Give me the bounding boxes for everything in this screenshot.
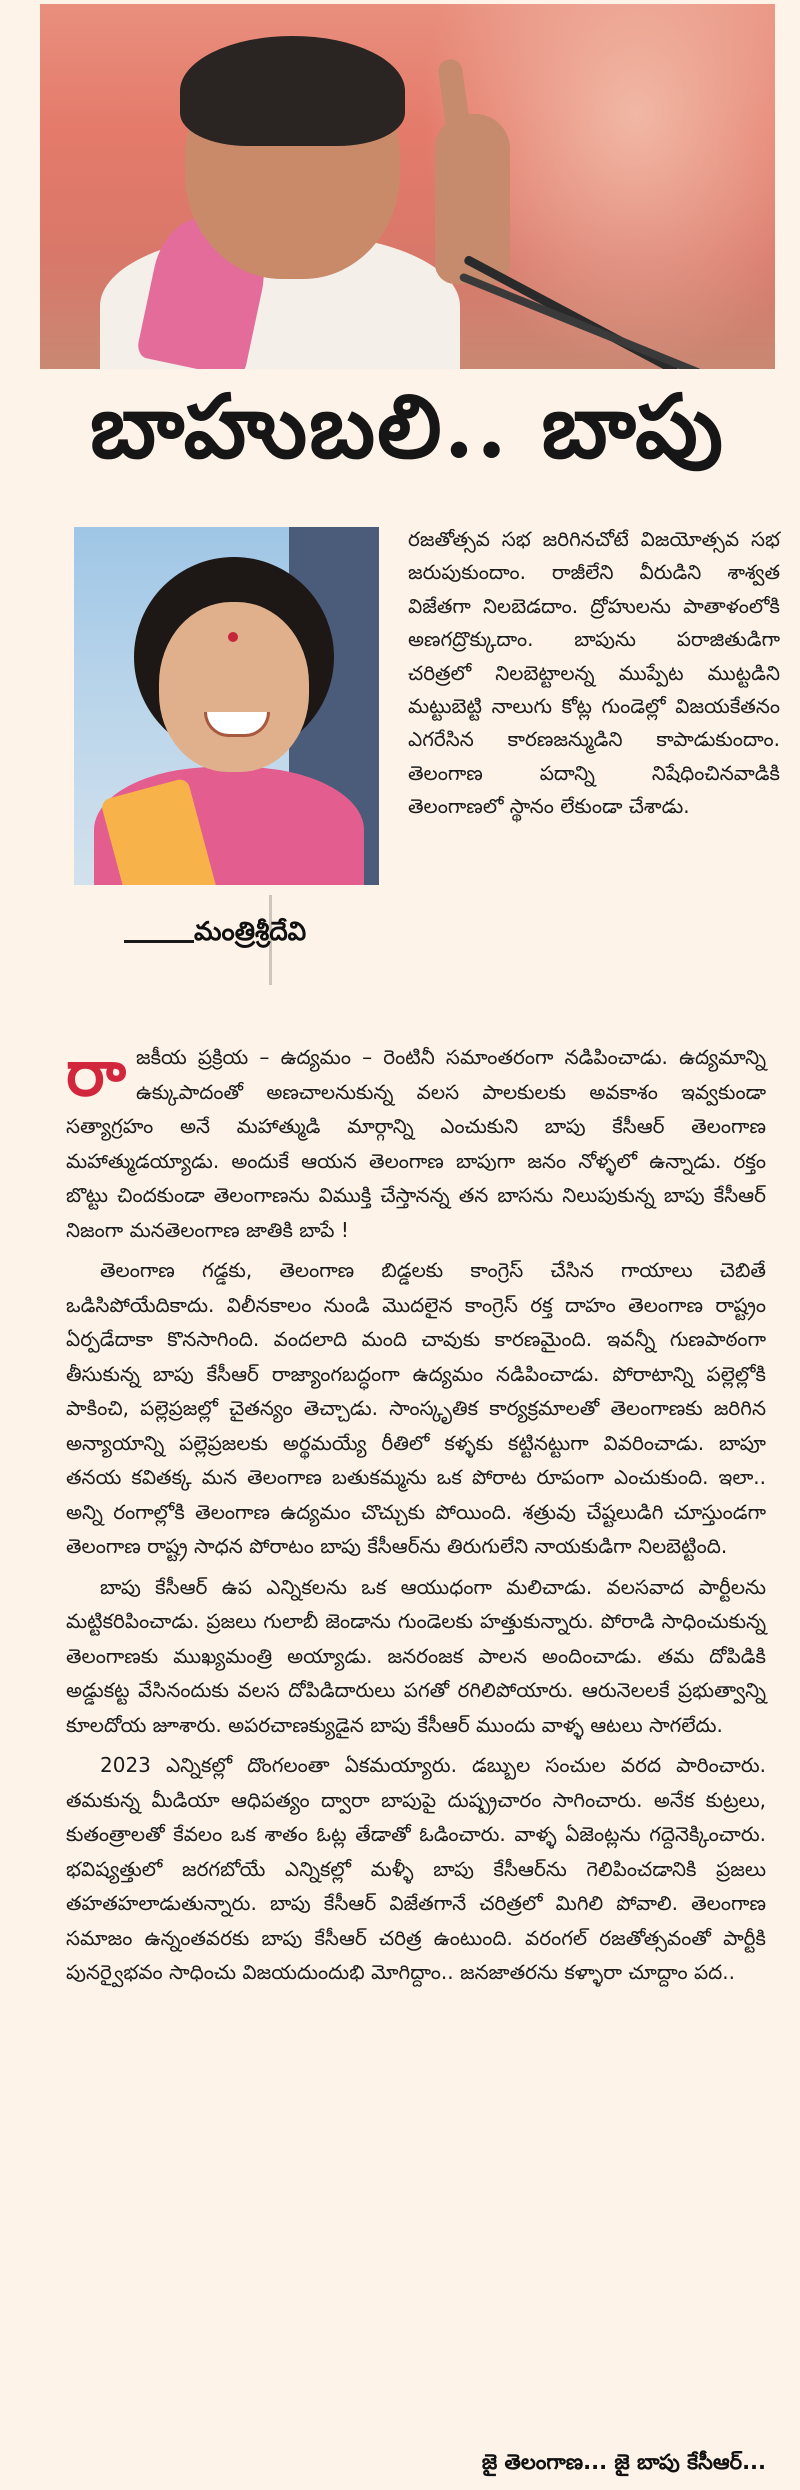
byline-rule — [124, 940, 194, 943]
closing-slogan: జై తెలంగాణ... జై బాపు కేసీఆర్... — [481, 2450, 766, 2474]
author-bindi — [228, 632, 238, 642]
intro-paragraph: రజతోత్సవ సభ జరిగినచోటే విజయోత్సవ సభ జరుపుకుందాం. రాజీలేని వీరుడిని శాశ్వత విజేతగా నిలబెడదాం. ద్రోహులను పాతాళంలోకి అణగద్రొక్కుదాం. బాపును పరాజితుడిగా చరిత్రలో నిలబెట్టాలన్న ముప్పేట ముట్టడిని మట్టుబెట్టి నాలుగు కోట్ల గుండెల్లో విజయకేతనం ఎగరేసిన కారణజన్ముడిని కాపాడుకుందాం. తెలంగాణ పదాన్ని నిషేధించినవాడికి తెలంగాణలో స్థానం లేకుండా చేశాడు. — [408, 527, 781, 819]
body-paragraph-2: తెలంగాణ గడ్డకు, తెలంగాణ బిడ్డలకు కాంగ్రెస్ చేసిన గాయాలు చెబితే ఒడిసిపోయేదికాదు. విలీనకాలం నుండి మొదలైన కాంగ్రెస్ రక్త దాహం తెలంగాణ రాష్ట్రం ఏర్పడేదాకా కొనసాగింది. వందలాది మంది చావుకు కారణమైంది. ఇవన్నీ గుణపాఠంగా తీసుకున్న బాపు కేసీఆర్ రాజ్యాంగబద్ధంగా ఉద్యమం నడిపించాడు. పోరాటాన్ని పల్లెల్లోకి పాకించి, పల్లెప్రజల్లో చైతన్యం తెచ్చాడు. సాంస్కృతిక కార్యక్రమాలతో తెలంగాణకు జరిగిన అన్యాయాన్ని పల్లెప్రజలకు అర్థమయ్యే రీతిలో కళ్ళకు కట్టినట్టుగా వివరించాడు. బాపూ తనయ కవితక్క మన తెలంగాణ బతుకమ్మను ఒక పోరాట రూపంగా ఎంచుకుంది. ఇలా.. అన్ని రంగాల్లోకి తెలంగాణ ఉద్యమం చొచ్చుకు పోయింది. శత్రువు చేష్టలుడిగి చూస్తుండగా తెలంగాణ రాష్ట్ర సాధన పోరాటం బాపు కేసీఆర్‌ను తిరుగులేని నాయకుడిగా నిలబెట్టింది. — [66, 1258, 766, 1558]
body-paragraph-1-text: జకీయ ప్రక్రియ – ఉద్యమం – రెంటినీ సమాంతరంగా నడిపించాడు. ఉద్యమాన్ని ఉక్కుపాదంతో అణచాలనుకున్న వలస పాలకులకు అవకాశం ఇవ్వకుండా సత్యాగ్రహం అనే మహాత్ముడి మార్గాన్ని ఎంచుకుని బాపు కేసీఆర్ తెలంగాణ మహాత్ముడయ్యాడు. అందుకే ఆయన తెలంగాణ బాపుగా జనం నోళ్ళలో ఉన్నాడు. రక్తం బొట్టు చిందకుండా తెలంగాణను విముక్తి చేస్తానన్న తన బాసను నిలుపుకున్న బాపు కేసీఆర్ నిజంగా మనతెలంగాణ జాతికి బాపే ! — [66, 1045, 766, 1242]
body-paragraph-1 — [66, 1036, 766, 1247]
body-paragraph-3: బాపు కేసీఆర్ ఉప ఎన్నికలను ఒక ఆయుధంగా మలిచాడు. వలసవాద పార్టీలను మట్టికరిపించాడు. ప్రజలు గులాబీ జెండాను గుండెలకు హత్తుకున్నారు. పోరాడి సాధించుకున్న తెలంగాణకు ముఖ్యమంత్రి అయ్యాడు. జనరంజక పాలన అందించాడు. తమ దోపిడికి అడ్డుకట్ట వేసినందుకు వలస దోపిడిదారులు పగతో రగిలిపోయారు. ఆరునెలలకే ప్రభుత్వాన్ని కూలదోయ జూశారు. అపరచాణక్యుడైన బాపు కేసీఆర్ ముందు వాళ్ళ ఆటలు సాగలేదు. — [66, 1574, 766, 1737]
author-name: మంత్రిశ్రీదేవి — [194, 917, 307, 947]
hero-hair — [180, 36, 405, 146]
author-face — [159, 602, 309, 772]
headline: బాహుబలి.. బాపు — [89, 374, 725, 478]
body-paragraph-4: 2023 ఎన్నికల్లో దొంగలంతా ఏకమయ్యారు. డబ్బుల సంచుల వరద పారించారు. తమకున్న మీడియా ఆధిపత్యం ద్వారా బాపుపై దుష్ప్రచారం సాగించారు. అనేక కుట్రలు, కుతంత్రాలతో కేవలం ఒక శాతం ఓట్ల తేడాతో ఓడించారు. వాళ్ళ ఏజెంట్లను గద్దెనెక్కించారు. భవిష్యత్తులో జరగబోయే ఎన్నికల్లో మళ్ళీ బాపు కేసీఆర్‌ను గెలిపించడానికి ప్రజలు తహతహలాడుతున్నారు. బాపు కేసీఆర్ విజేతగానే చరిత్రలో మిగిలి పోవాలి. తెలంగాణ సమాజం ఉన్నంతవరకు బాపు కేసీఆర్ చరిత్ర ఉంటుంది. వరంగల్ రజతోత్సవంతో పార్టీకి పునర్వైభవం సాధించు విజయదుందుభి మోగిద్దాం.. జనజాతరను కళ్ళారా చూద్దాం పద.. — [66, 1753, 766, 1984]
drop-cap: రా — [66, 1036, 126, 1111]
byline — [74, 895, 379, 985]
hero-photo — [40, 4, 775, 369]
article-body — [66, 1036, 766, 1996]
author-photo — [74, 527, 379, 885]
